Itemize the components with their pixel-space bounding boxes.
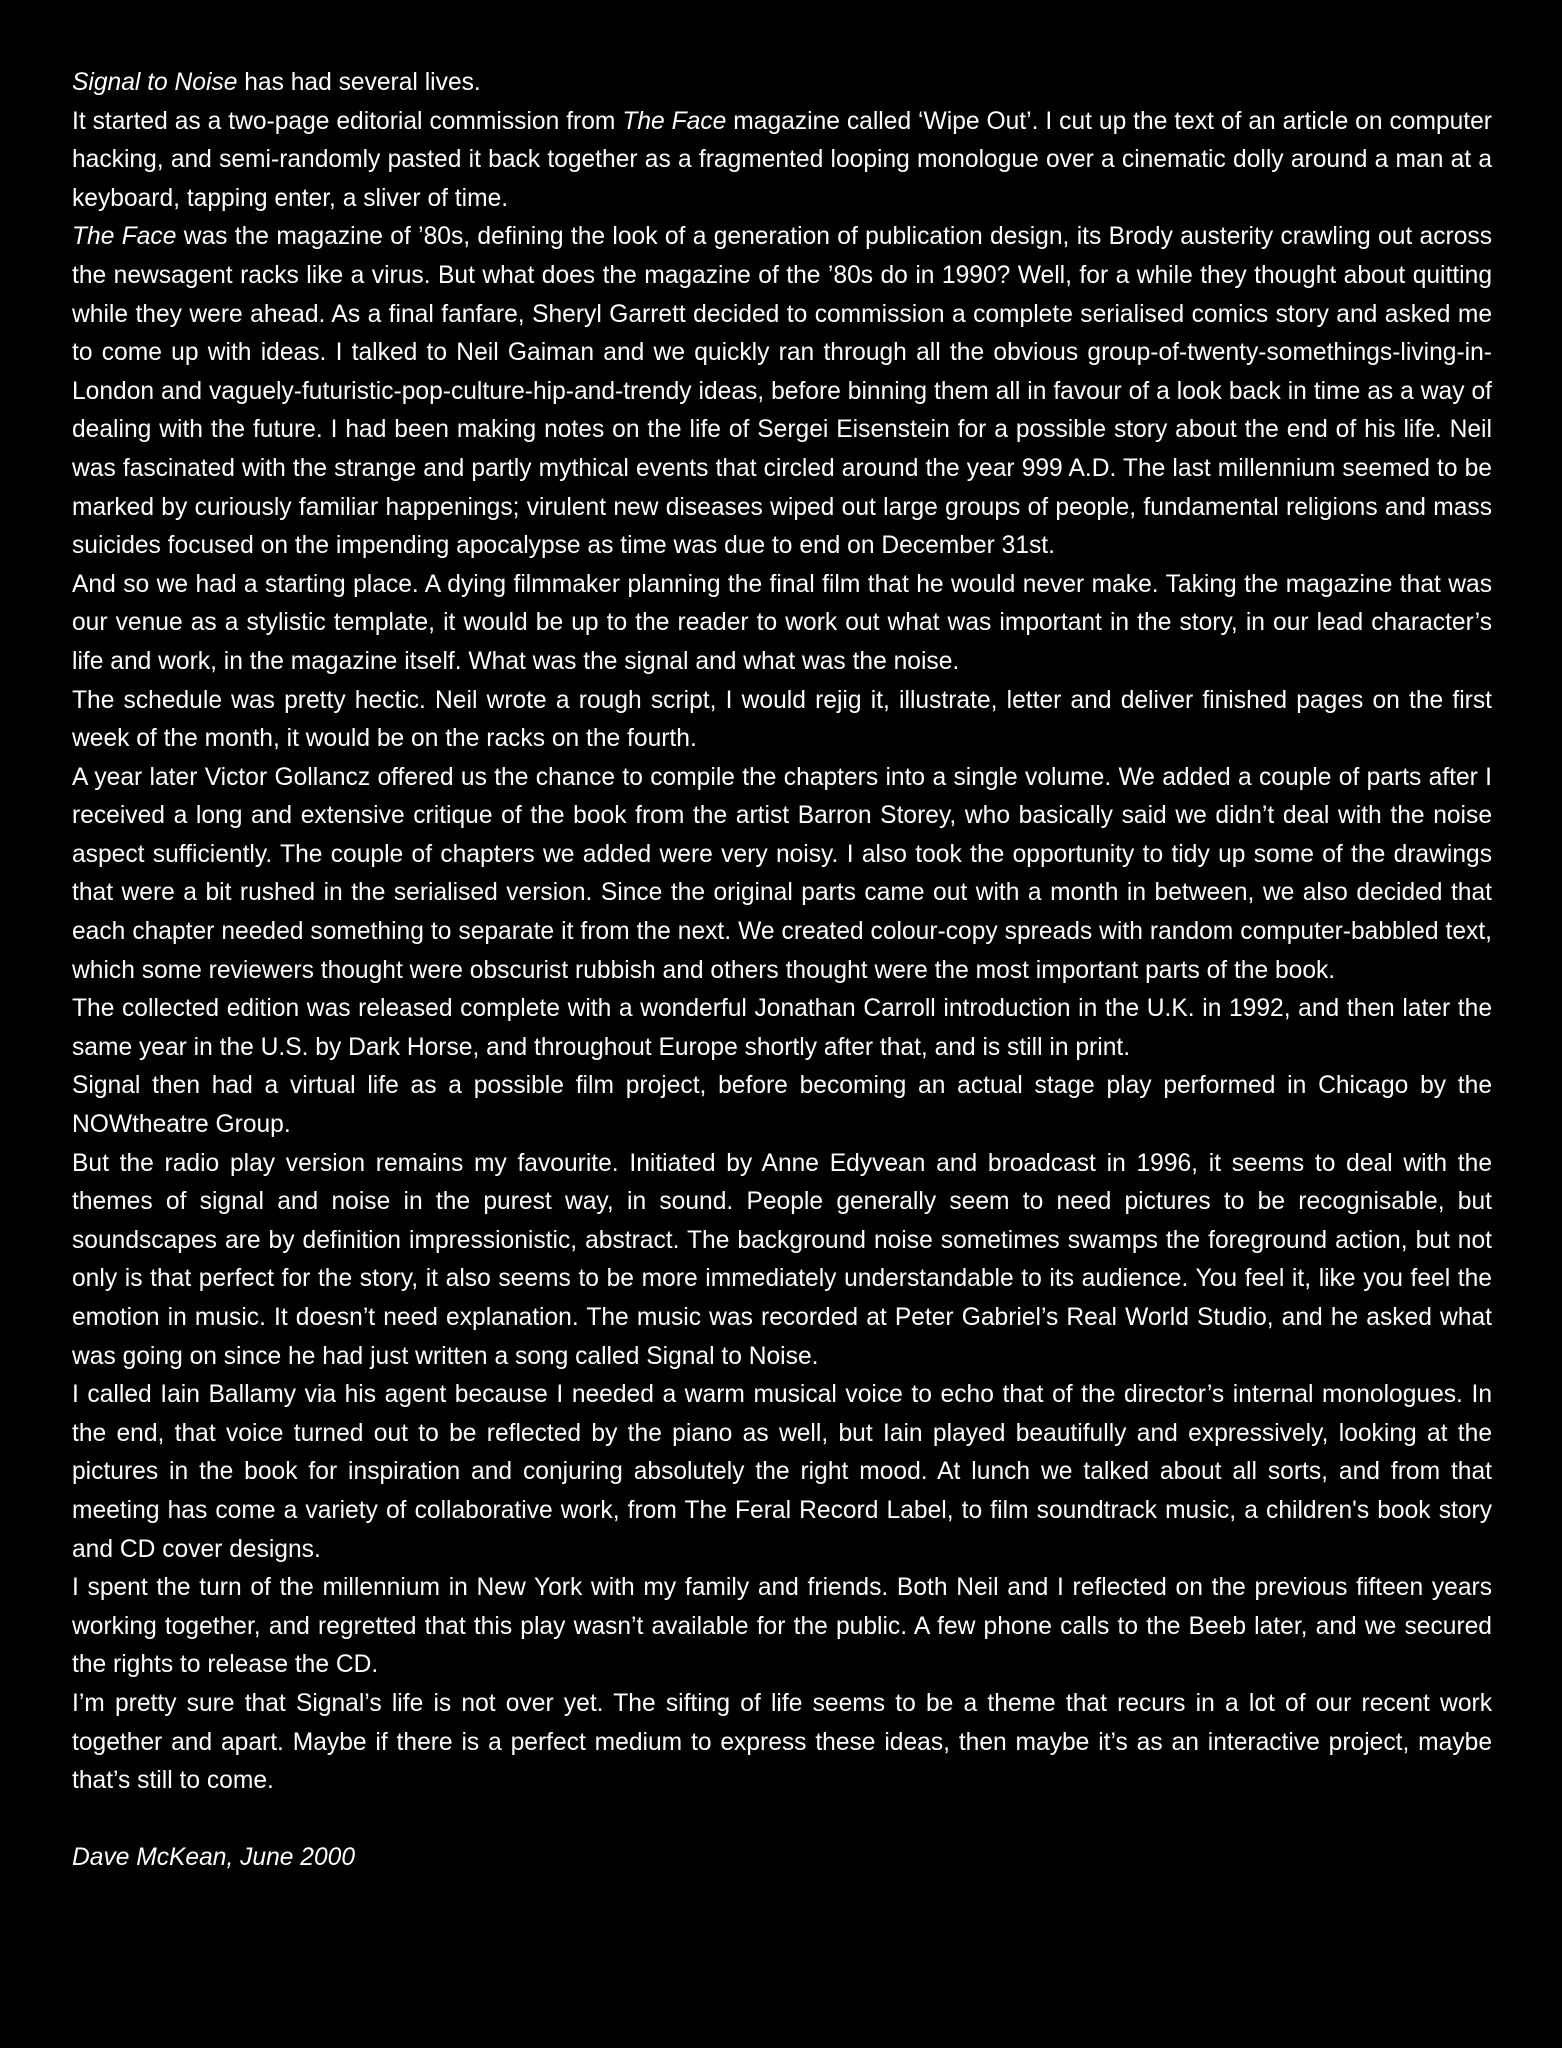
essay-paragraph: The Face was the magazine of ’80s, defining the look of a generation of publication design, its Brody austerity crawling out across the newsagent racks like a virus. But what does the magazine of the ’80s do in 1990? Well, for a while they thought about quitting while they were ahead. As a final fanfare, Sheryl Garrett decided to commission a complete serialised comics story and asked me to come up with ideas. I talked to Neil Gaiman and we quickly ran through all the obvious group-of-twenty-somethings-living-in-London and vaguely-futuristic-pop-culture-hip-and-trendy ideas, before binning them all in favour of a look back in time as a way of dealing with the future. I had been making notes on the life of Sergei Eisenstein for a possible story about the end of his life. Neil was fascinated with the strange and partly mythical events that circled around the year 999 A.D. The last millennium seemed to be marked by curiously familiar happenings; virulent new diseases wiped out large groups of people, fundamental religions and mass suicides focused on the impending apocalypse as time was due to end on December 31st.	[72, 223, 1492, 560]
essay-page	[72, 64, 1492, 1877]
essay-paragraph: Signal then had a virtual life as a possible film project, before becoming an actual stage play performed in Chicago by the NOWtheatre Group.	[72, 1072, 1492, 1139]
essay-paragraph: I spent the turn of the millennium in New York with my family and friends. Both Neil and I reflected on the previous fifteen years working together, and regretted that this play wasn’t available for the public. A few phone calls to the Beeb later, and we secured the rights to release the CD.	[72, 1574, 1492, 1679]
essay-paragraph: Signal to Noise has had several lives.	[72, 69, 481, 96]
essay-paragraph: I’m pretty sure that Signal’s life is not over yet. The sifting of life seems to be a theme that recurs in a lot of our recent work together and apart. Maybe if there is a perfect medium to express these ideas, then maybe it’s as an interactive project, maybe that’s still to come.	[72, 1689, 1492, 1795]
italic-title: Signal to Noise	[72, 69, 238, 96]
author-signature: Dave McKean, June 2000	[72, 1843, 356, 1871]
essay-paragraph: It started as a two-page editorial commission from The Face magazine called ‘Wipe Out’. I cut up the text of an article on computer hacking, and semi-randomly pasted it back together as a fragmented looping monologue over a cinematic dolly around a man at a keyboard, tapping enter, a sliver of time.	[72, 107, 1492, 212]
essay-paragraph: And so we had a starting place. A dying filmmaker planning the final film that he would never make. Taking the magazine that was our venue as a stylistic template, it would be up to the reader to work out what was important in the story, in our lead character’s life and work, in the magazine itself. What was the signal and what was the noise.	[72, 570, 1492, 675]
essay-paragraph: The schedule was pretty hectic. Neil wrote a rough script, I would rejig it, illustrate, letter and deliver finished pages on the first week of the month, it would be on the racks on the fourth.	[72, 686, 1492, 753]
essay-paragraph: But the radio play version remains my favourite. Initiated by Anne Edyvean and broadcast in 1996, it seems to deal with the themes of signal and noise in the purest way, in sound. People generally seem to need pictures to be recognisable, but soundscapes are by definition impressionistic, abstract. The background noise sometimes swamps the foreground action, but not only is that perfect for the story, it also seems to be more immediately understandable to its audience. You feel it, like you feel the emotion in music. It doesn’t need explanation. The music was recorded at Peter Gabriel’s Real World Studio, and he asked what was going on since he had just written a song called Signal to Noise.	[72, 1149, 1492, 1370]
essay-body	[72, 64, 1492, 1801]
essay-paragraph: The collected edition was released complete with a wonderful Jonathan Carroll introduction in the U.K. in 1992, and then later the same year in the U.S. by Dark Horse, and throughout Europe shortly after that, and is still in print.	[72, 995, 1492, 1061]
italic-title: The Face	[72, 223, 177, 251]
essay-paragraph: I called Iain Ballamy via his agent because I needed a warm musical voice to echo that of the director’s internal monologues. In the end, that voice turned out to be reflected by the piano as well, but Iain played beautifully and expressively, looking at the pictures in the book for inspiration and conjuring absolutely the right mood. At lunch we talked about all sorts, and from that meeting has come a variety of collaborative work, from The Feral Record Label, to film soundtrack music, a children's book story and CD cover designs.	[72, 1381, 1492, 1563]
essay-paragraph: A year later Victor Gollancz offered us the chance to compile the chapters into a single volume. We added a couple of parts after I received a long and extensive critique of the book from the artist Barron Storey, who basically said we didn’t deal with the noise aspect sufficiently. The couple of chapters we added were very noisy. I also took the opportunity to tidy up some of the drawings that were a bit rushed in the serialised version. Since the original parts came out with a month in between, we also decided that each chapter needed something to separate it from the next. We created colour-copy spreads with random computer-babbled text, which some reviewers thought were obscurist rubbish and others thought were the most important parts of the book.	[72, 763, 1492, 984]
italic-title: The Face	[622, 107, 727, 135]
